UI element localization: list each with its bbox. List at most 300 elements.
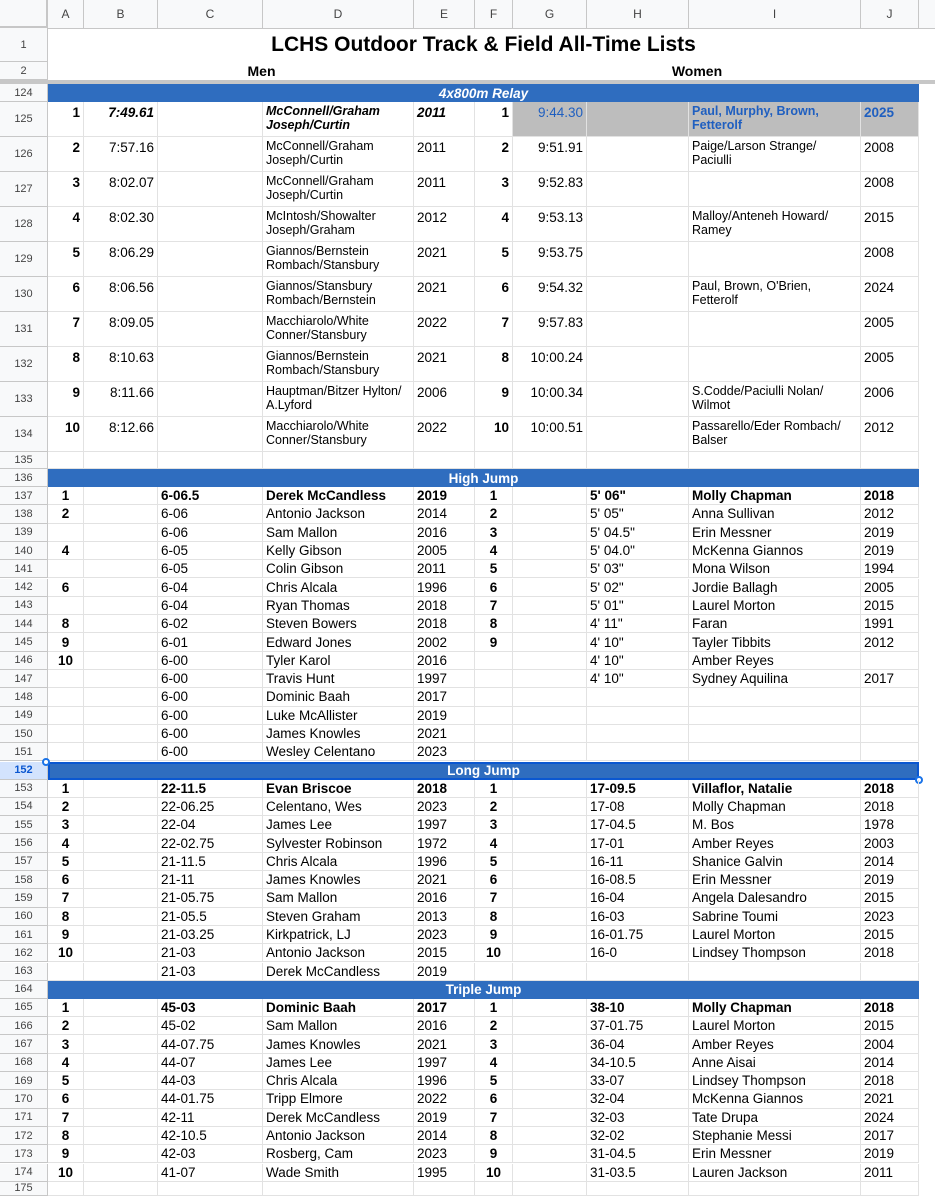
long-jump-women-year[interactable]: 2015 bbox=[861, 889, 919, 907]
long-jump-men-place[interactable]: 7 bbox=[48, 889, 84, 907]
row-header-128[interactable]: 128 bbox=[0, 207, 48, 242]
long-jump-women-mark[interactable] bbox=[587, 963, 689, 981]
long-jump-women-mark[interactable]: 16-01.75 bbox=[587, 926, 689, 944]
row-header-163[interactable]: 163 bbox=[0, 963, 48, 981]
high-jump-men-place[interactable] bbox=[48, 688, 84, 706]
long-jump-men-name[interactable]: James Knowles bbox=[263, 871, 414, 889]
triple-jump-women-mark[interactable]: 36-04 bbox=[587, 1035, 689, 1053]
triple-jump-men-mark[interactable]: 45-03 bbox=[158, 999, 263, 1017]
row-header-129[interactable]: 129 bbox=[0, 242, 48, 277]
men-time[interactable]: 8:10.63 bbox=[84, 347, 158, 382]
blank-cell[interactable] bbox=[475, 452, 513, 469]
row-header-167[interactable]: 167 bbox=[0, 1035, 48, 1053]
triple-jump-women-mark[interactable]: 32-02 bbox=[587, 1127, 689, 1145]
row-header-151[interactable]: 151 bbox=[0, 743, 48, 761]
row-header-156[interactable]: 156 bbox=[0, 834, 48, 852]
men-empty[interactable] bbox=[158, 172, 263, 207]
triple-jump-men-empty[interactable] bbox=[84, 1054, 158, 1072]
men-time[interactable]: 8:02.30 bbox=[84, 207, 158, 242]
women-names[interactable]: Paige/Larson Strange/ Paciulli bbox=[689, 137, 861, 172]
high-jump-men-year[interactable]: 2002 bbox=[414, 633, 475, 651]
women-empty[interactable] bbox=[587, 347, 689, 382]
blank-cell[interactable] bbox=[158, 1182, 263, 1196]
long-jump-women-empty[interactable] bbox=[513, 816, 587, 834]
men-time[interactable]: 8:09.05 bbox=[84, 312, 158, 347]
long-jump-women-place[interactable]: 7 bbox=[475, 889, 513, 907]
long-jump-men-name[interactable]: Sylvester Robinson bbox=[263, 834, 414, 852]
men-empty[interactable] bbox=[158, 312, 263, 347]
long-jump-women-empty[interactable] bbox=[513, 908, 587, 926]
long-jump-men-place[interactable]: 8 bbox=[48, 908, 84, 926]
blank-cell[interactable] bbox=[689, 452, 861, 469]
triple-jump-men-place[interactable]: 6 bbox=[48, 1090, 84, 1108]
triple-jump-men-year[interactable]: 1996 bbox=[414, 1072, 475, 1090]
row-header-171[interactable]: 171 bbox=[0, 1109, 48, 1127]
column-header-b[interactable]: B bbox=[84, 0, 158, 28]
women-time[interactable]: 9:52.83 bbox=[513, 172, 587, 207]
high-jump-men-name[interactable]: Luke McAllister bbox=[263, 707, 414, 725]
triple-jump-women-empty[interactable] bbox=[513, 999, 587, 1017]
triple-jump-men-year[interactable]: 2022 bbox=[414, 1090, 475, 1108]
women-year[interactable]: 2006 bbox=[861, 382, 919, 417]
women-place[interactable]: 5 bbox=[475, 242, 513, 277]
column-header-c[interactable]: C bbox=[158, 0, 263, 28]
high-jump-women-mark[interactable] bbox=[587, 688, 689, 706]
high-jump-women-year[interactable] bbox=[861, 688, 919, 706]
men-empty[interactable] bbox=[158, 347, 263, 382]
high-jump-men-name[interactable]: Sam Mallon bbox=[263, 524, 414, 542]
long-jump-women-place[interactable]: 4 bbox=[475, 834, 513, 852]
long-jump-women-mark[interactable]: 16-11 bbox=[587, 853, 689, 871]
high-jump-women-mark[interactable]: 4' 10" bbox=[587, 633, 689, 651]
long-jump-women-empty[interactable] bbox=[513, 889, 587, 907]
high-jump-men-empty[interactable] bbox=[84, 615, 158, 633]
triple-jump-men-name[interactable]: Tripp Elmore bbox=[263, 1090, 414, 1108]
triple-jump-women-empty[interactable] bbox=[513, 1164, 587, 1182]
triple-jump-women-mark[interactable]: 33-07 bbox=[587, 1072, 689, 1090]
long-jump-women-year[interactable]: 2015 bbox=[861, 926, 919, 944]
long-jump-women-mark[interactable]: 17-08 bbox=[587, 798, 689, 816]
triple-jump-women-name[interactable]: Molly Chapman bbox=[689, 999, 861, 1017]
row-header-175[interactable]: 175 bbox=[0, 1182, 48, 1196]
long-jump-men-mark[interactable]: 21-03.25 bbox=[158, 926, 263, 944]
row-header-1[interactable]: 1 bbox=[0, 28, 48, 62]
men-names[interactable]: Macchiarolo/White Conner/Stansbury bbox=[263, 312, 414, 347]
men-empty[interactable] bbox=[158, 277, 263, 312]
row-header-127[interactable]: 127 bbox=[0, 172, 48, 207]
high-jump-women-place[interactable] bbox=[475, 688, 513, 706]
long-jump-women-empty[interactable] bbox=[513, 944, 587, 962]
row-header-173[interactable]: 173 bbox=[0, 1145, 48, 1163]
high-jump-men-year[interactable]: 2017 bbox=[414, 688, 475, 706]
column-header-a[interactable]: A bbox=[48, 0, 84, 28]
triple-jump-men-mark[interactable]: 44-07 bbox=[158, 1054, 263, 1072]
women-empty[interactable] bbox=[587, 382, 689, 417]
men-empty[interactable] bbox=[158, 382, 263, 417]
long-jump-men-empty[interactable] bbox=[84, 853, 158, 871]
women-empty[interactable] bbox=[587, 137, 689, 172]
triple-jump-men-mark[interactable]: 42-10.5 bbox=[158, 1127, 263, 1145]
men-place[interactable]: 2 bbox=[48, 137, 84, 172]
blank-cell[interactable] bbox=[861, 1182, 919, 1196]
triple-jump-men-year[interactable]: 1995 bbox=[414, 1164, 475, 1182]
long-jump-women-year[interactable]: 2018 bbox=[861, 944, 919, 962]
high-jump-women-mark[interactable]: 4' 11" bbox=[587, 615, 689, 633]
long-jump-women-mark[interactable]: 16-08.5 bbox=[587, 871, 689, 889]
women-year[interactable]: 2005 bbox=[861, 347, 919, 382]
high-jump-women-place[interactable]: 4 bbox=[475, 542, 513, 560]
women-time[interactable]: 9:53.13 bbox=[513, 207, 587, 242]
triple-jump-women-mark[interactable]: 34-10.5 bbox=[587, 1054, 689, 1072]
triple-jump-men-name[interactable]: James Knowles bbox=[263, 1035, 414, 1053]
high-jump-men-empty[interactable] bbox=[84, 542, 158, 560]
long-jump-men-mark[interactable]: 21-11 bbox=[158, 871, 263, 889]
men-names[interactable]: Hauptman/Bitzer Hylton/ A.Lyford bbox=[263, 382, 414, 417]
high-jump-men-place[interactable] bbox=[48, 707, 84, 725]
row-header-161[interactable]: 161 bbox=[0, 926, 48, 944]
men-year[interactable]: 2011 bbox=[414, 137, 475, 172]
high-jump-men-name[interactable]: Derek McCandless bbox=[263, 487, 414, 505]
women-place[interactable]: 2 bbox=[475, 137, 513, 172]
high-jump-women-place[interactable] bbox=[475, 743, 513, 761]
triple-jump-women-year[interactable]: 2015 bbox=[861, 1017, 919, 1035]
high-jump-men-year[interactable]: 2014 bbox=[414, 505, 475, 523]
long-jump-women-mark[interactable]: 16-03 bbox=[587, 908, 689, 926]
triple-jump-women-name[interactable]: Amber Reyes bbox=[689, 1035, 861, 1053]
men-time[interactable]: 8:02.07 bbox=[84, 172, 158, 207]
row-header-125[interactable]: 125 bbox=[0, 102, 48, 137]
high-jump-women-mark[interactable] bbox=[587, 707, 689, 725]
long-jump-men-mark[interactable]: 21-05.75 bbox=[158, 889, 263, 907]
long-jump-men-empty[interactable] bbox=[84, 908, 158, 926]
row-header-136[interactable]: 136 bbox=[0, 469, 48, 487]
triple-jump-men-mark[interactable]: 42-03 bbox=[158, 1145, 263, 1163]
high-jump-men-place[interactable] bbox=[48, 725, 84, 743]
row-header-149[interactable]: 149 bbox=[0, 707, 48, 725]
row-header-138[interactable]: 138 bbox=[0, 505, 48, 523]
men-names[interactable]: McIntosh/Showalter Joseph/Graham bbox=[263, 207, 414, 242]
column-header-d[interactable]: D bbox=[263, 0, 414, 28]
men-time[interactable]: 8:11.66 bbox=[84, 382, 158, 417]
high-jump-women-empty[interactable] bbox=[513, 597, 587, 615]
men-empty[interactable] bbox=[158, 417, 263, 452]
long-jump-men-mark[interactable]: 21-11.5 bbox=[158, 853, 263, 871]
blank-cell[interactable] bbox=[84, 452, 158, 469]
high-jump-men-mark[interactable]: 6-02 bbox=[158, 615, 263, 633]
long-jump-women-empty[interactable] bbox=[513, 853, 587, 871]
triple-jump-men-empty[interactable] bbox=[84, 1164, 158, 1182]
men-year[interactable]: 2022 bbox=[414, 417, 475, 452]
women-place[interactable]: 9 bbox=[475, 382, 513, 417]
high-jump-women-name[interactable]: Laurel Morton bbox=[689, 597, 861, 615]
high-jump-women-name[interactable]: Sydney Aquilina bbox=[689, 670, 861, 688]
row-header-166[interactable]: 166 bbox=[0, 1017, 48, 1035]
high-jump-women-year[interactable]: 2005 bbox=[861, 579, 919, 597]
high-jump-men-mark[interactable]: 6-00 bbox=[158, 652, 263, 670]
high-jump-women-name[interactable]: Erin Messner bbox=[689, 524, 861, 542]
high-jump-women-year[interactable]: 2019 bbox=[861, 542, 919, 560]
women-names[interactable]: Passarello/Eder Rombach/ Balser bbox=[689, 417, 861, 452]
long-jump-women-place[interactable]: 3 bbox=[475, 816, 513, 834]
triple-jump-men-place[interactable]: 7 bbox=[48, 1109, 84, 1127]
long-jump-men-year[interactable]: 2018 bbox=[414, 780, 475, 798]
men-place[interactable]: 9 bbox=[48, 382, 84, 417]
high-jump-men-empty[interactable] bbox=[84, 505, 158, 523]
row-header-169[interactable]: 169 bbox=[0, 1072, 48, 1090]
high-jump-women-place[interactable] bbox=[475, 652, 513, 670]
row-header-152[interactable]: 152 bbox=[0, 762, 48, 780]
high-jump-men-place[interactable]: 9 bbox=[48, 633, 84, 651]
triple-jump-women-place[interactable]: 2 bbox=[475, 1017, 513, 1035]
long-jump-women-name[interactable]: Lindsey Thompson bbox=[689, 944, 861, 962]
row-header-159[interactable]: 159 bbox=[0, 889, 48, 907]
triple-jump-women-name[interactable]: Erin Messner bbox=[689, 1145, 861, 1163]
men-names[interactable]: Giannos/Bernstein Rombach/Stansbury bbox=[263, 242, 414, 277]
women-names[interactable]: Malloy/Anteneh Howard/ Ramey bbox=[689, 207, 861, 242]
high-jump-women-empty[interactable] bbox=[513, 670, 587, 688]
high-jump-women-empty[interactable] bbox=[513, 743, 587, 761]
long-jump-women-empty[interactable] bbox=[513, 871, 587, 889]
triple-jump-men-name[interactable]: Chris Alcala bbox=[263, 1072, 414, 1090]
men-place[interactable]: 7 bbox=[48, 312, 84, 347]
long-jump-women-year[interactable]: 2018 bbox=[861, 798, 919, 816]
triple-jump-men-empty[interactable] bbox=[84, 1072, 158, 1090]
women-names[interactable]: S.Codde/Paciulli Nolan/ Wilmot bbox=[689, 382, 861, 417]
long-jump-men-name[interactable]: Chris Alcala bbox=[263, 853, 414, 871]
long-jump-men-place[interactable]: 5 bbox=[48, 853, 84, 871]
high-jump-men-year[interactable]: 1996 bbox=[414, 579, 475, 597]
men-year[interactable]: 2022 bbox=[414, 312, 475, 347]
triple-jump-men-empty[interactable] bbox=[84, 1127, 158, 1145]
triple-jump-women-place[interactable]: 4 bbox=[475, 1054, 513, 1072]
triple-jump-women-name[interactable]: Stephanie Messi bbox=[689, 1127, 861, 1145]
triple-jump-men-empty[interactable] bbox=[84, 1109, 158, 1127]
high-jump-men-year[interactable]: 2019 bbox=[414, 487, 475, 505]
high-jump-women-name[interactable]: Anna Sullivan bbox=[689, 505, 861, 523]
high-jump-men-mark[interactable]: 6-00 bbox=[158, 743, 263, 761]
high-jump-men-year[interactable]: 2018 bbox=[414, 615, 475, 633]
row-header-155[interactable]: 155 bbox=[0, 816, 48, 834]
row-header-148[interactable]: 148 bbox=[0, 688, 48, 706]
high-jump-men-year[interactable]: 2018 bbox=[414, 597, 475, 615]
men-names[interactable]: McConnell/Graham Joseph/Curtin bbox=[263, 137, 414, 172]
long-jump-women-year[interactable]: 2018 bbox=[861, 780, 919, 798]
triple-jump-men-place[interactable]: 3 bbox=[48, 1035, 84, 1053]
high-jump-men-empty[interactable] bbox=[84, 707, 158, 725]
long-jump-men-year[interactable]: 2023 bbox=[414, 798, 475, 816]
long-jump-men-mark[interactable]: 21-03 bbox=[158, 963, 263, 981]
women-empty[interactable] bbox=[587, 312, 689, 347]
long-jump-men-mark[interactable]: 22-04 bbox=[158, 816, 263, 834]
long-jump-women-year[interactable]: 2023 bbox=[861, 908, 919, 926]
row-header-170[interactable]: 170 bbox=[0, 1090, 48, 1108]
high-jump-men-year[interactable]: 2021 bbox=[414, 725, 475, 743]
row-header-130[interactable]: 130 bbox=[0, 277, 48, 312]
long-jump-women-name[interactable]: Angela Dalesandro bbox=[689, 889, 861, 907]
high-jump-women-name[interactable]: Mona Wilson bbox=[689, 560, 861, 578]
triple-jump-men-place[interactable]: 1 bbox=[48, 999, 84, 1017]
long-jump-women-year[interactable]: 2014 bbox=[861, 853, 919, 871]
long-jump-women-empty[interactable] bbox=[513, 798, 587, 816]
long-jump-women-mark[interactable]: 17-01 bbox=[587, 834, 689, 852]
row-header-172[interactable]: 172 bbox=[0, 1127, 48, 1145]
high-jump-men-name[interactable]: Steven Bowers bbox=[263, 615, 414, 633]
women-place[interactable]: 6 bbox=[475, 277, 513, 312]
high-jump-men-place[interactable]: 1 bbox=[48, 487, 84, 505]
men-names[interactable]: Macchiarolo/White Conner/Stansbury bbox=[263, 417, 414, 452]
men-year[interactable]: 2011 bbox=[414, 172, 475, 207]
women-time[interactable]: 10:00.34 bbox=[513, 382, 587, 417]
long-jump-men-mark[interactable]: 21-05.5 bbox=[158, 908, 263, 926]
triple-jump-women-year[interactable]: 2004 bbox=[861, 1035, 919, 1053]
column-header-f[interactable]: F bbox=[475, 0, 513, 28]
women-place[interactable]: 4 bbox=[475, 207, 513, 242]
high-jump-men-place[interactable]: 4 bbox=[48, 542, 84, 560]
high-jump-men-empty[interactable] bbox=[84, 633, 158, 651]
triple-jump-women-mark[interactable]: 31-04.5 bbox=[587, 1145, 689, 1163]
triple-jump-women-mark[interactable]: 38-10 bbox=[587, 999, 689, 1017]
high-jump-women-mark[interactable]: 5' 05" bbox=[587, 505, 689, 523]
long-jump-men-year[interactable]: 2019 bbox=[414, 963, 475, 981]
high-jump-women-place[interactable]: 2 bbox=[475, 505, 513, 523]
row-header-145[interactable]: 145 bbox=[0, 633, 48, 651]
triple-jump-men-name[interactable]: Rosberg, Cam bbox=[263, 1145, 414, 1163]
triple-jump-men-year[interactable]: 2017 bbox=[414, 999, 475, 1017]
row-header-146[interactable]: 146 bbox=[0, 652, 48, 670]
high-jump-men-name[interactable]: Wesley Celentano bbox=[263, 743, 414, 761]
long-jump-men-name[interactable]: Derek McCandless bbox=[263, 963, 414, 981]
long-jump-women-empty[interactable] bbox=[513, 780, 587, 798]
high-jump-women-mark[interactable]: 4' 10" bbox=[587, 652, 689, 670]
triple-jump-women-place[interactable]: 5 bbox=[475, 1072, 513, 1090]
high-jump-men-place[interactable]: 6 bbox=[48, 579, 84, 597]
triple-jump-women-name[interactable]: Laurel Morton bbox=[689, 1017, 861, 1035]
blank-cell[interactable] bbox=[158, 452, 263, 469]
high-jump-men-place[interactable]: 8 bbox=[48, 615, 84, 633]
row-header-140[interactable]: 140 bbox=[0, 542, 48, 560]
high-jump-women-empty[interactable] bbox=[513, 652, 587, 670]
long-jump-men-name[interactable]: James Lee bbox=[263, 816, 414, 834]
high-jump-women-empty[interactable] bbox=[513, 542, 587, 560]
blank-cell[interactable] bbox=[861, 452, 919, 469]
long-jump-men-place[interactable]: 4 bbox=[48, 834, 84, 852]
high-jump-men-year[interactable]: 2011 bbox=[414, 560, 475, 578]
long-jump-women-name[interactable]: Amber Reyes bbox=[689, 834, 861, 852]
triple-jump-men-name[interactable]: James Lee bbox=[263, 1054, 414, 1072]
triple-jump-women-place[interactable]: 3 bbox=[475, 1035, 513, 1053]
long-jump-men-name[interactable]: Evan Briscoe bbox=[263, 780, 414, 798]
long-jump-men-place[interactable]: 6 bbox=[48, 871, 84, 889]
men-names[interactable]: Giannos/Stansbury Rombach/Bernstein bbox=[263, 277, 414, 312]
blank-cell[interactable] bbox=[513, 452, 587, 469]
men-time[interactable]: 8:06.56 bbox=[84, 277, 158, 312]
high-jump-women-place[interactable]: 9 bbox=[475, 633, 513, 651]
blank-cell[interactable] bbox=[587, 1182, 689, 1196]
triple-jump-women-year[interactable]: 2024 bbox=[861, 1109, 919, 1127]
men-place[interactable]: 10 bbox=[48, 417, 84, 452]
column-header-g[interactable]: G bbox=[513, 0, 587, 28]
long-jump-men-place[interactable] bbox=[48, 963, 84, 981]
high-jump-men-year[interactable]: 2016 bbox=[414, 524, 475, 542]
men-year[interactable]: 2006 bbox=[414, 382, 475, 417]
women-year[interactable]: 2015 bbox=[861, 207, 919, 242]
triple-jump-women-empty[interactable] bbox=[513, 1035, 587, 1053]
long-jump-women-year[interactable]: 2019 bbox=[861, 871, 919, 889]
blank-cell[interactable] bbox=[48, 1182, 84, 1196]
triple-jump-women-year[interactable]: 2018 bbox=[861, 999, 919, 1017]
long-jump-men-name[interactable]: Kirkpatrick, LJ bbox=[263, 926, 414, 944]
long-jump-men-place[interactable]: 3 bbox=[48, 816, 84, 834]
high-jump-women-mark[interactable]: 5' 06" bbox=[587, 487, 689, 505]
high-jump-men-mark[interactable]: 6-05 bbox=[158, 560, 263, 578]
men-time[interactable]: 8:12.66 bbox=[84, 417, 158, 452]
triple-jump-men-mark[interactable]: 44-03 bbox=[158, 1072, 263, 1090]
long-jump-women-name[interactable]: M. Bos bbox=[689, 816, 861, 834]
long-jump-women-place[interactable]: 10 bbox=[475, 944, 513, 962]
triple-jump-women-mark[interactable]: 32-04 bbox=[587, 1090, 689, 1108]
row-header-135[interactable]: 135 bbox=[0, 452, 48, 469]
high-jump-men-mark[interactable]: 6-00 bbox=[158, 707, 263, 725]
men-year[interactable]: 2021 bbox=[414, 277, 475, 312]
women-empty[interactable] bbox=[587, 207, 689, 242]
triple-jump-men-name[interactable]: Sam Mallon bbox=[263, 1017, 414, 1035]
high-jump-men-mark[interactable]: 6-01 bbox=[158, 633, 263, 651]
long-jump-men-year[interactable]: 2023 bbox=[414, 926, 475, 944]
triple-jump-men-place[interactable]: 2 bbox=[48, 1017, 84, 1035]
high-jump-women-empty[interactable] bbox=[513, 725, 587, 743]
row-header-134[interactable]: 134 bbox=[0, 417, 48, 452]
high-jump-men-mark[interactable]: 6-04 bbox=[158, 579, 263, 597]
high-jump-women-year[interactable] bbox=[861, 707, 919, 725]
men-year[interactable]: 2021 bbox=[414, 242, 475, 277]
women-place[interactable]: 7 bbox=[475, 312, 513, 347]
long-jump-women-year[interactable]: 2003 bbox=[861, 834, 919, 852]
men-empty[interactable] bbox=[158, 207, 263, 242]
long-jump-men-mark[interactable]: 21-03 bbox=[158, 944, 263, 962]
row-header-133[interactable]: 133 bbox=[0, 382, 48, 417]
high-jump-women-year[interactable] bbox=[861, 652, 919, 670]
triple-jump-women-empty[interactable] bbox=[513, 1054, 587, 1072]
long-jump-women-year[interactable] bbox=[861, 963, 919, 981]
high-jump-men-place[interactable] bbox=[48, 743, 84, 761]
triple-jump-men-empty[interactable] bbox=[84, 1035, 158, 1053]
high-jump-men-year[interactable]: 2023 bbox=[414, 743, 475, 761]
row-header-139[interactable]: 139 bbox=[0, 524, 48, 542]
blank-cell[interactable] bbox=[84, 1182, 158, 1196]
high-jump-women-place[interactable]: 5 bbox=[475, 560, 513, 578]
men-place[interactable]: 1 bbox=[48, 102, 84, 137]
men-place[interactable]: 5 bbox=[48, 242, 84, 277]
blank-cell[interactable] bbox=[513, 1182, 587, 1196]
long-jump-men-name[interactable]: Sam Mallon bbox=[263, 889, 414, 907]
triple-jump-women-year[interactable]: 2014 bbox=[861, 1054, 919, 1072]
women-year[interactable]: 2025 bbox=[861, 102, 919, 137]
row-header-142[interactable]: 142 bbox=[0, 579, 48, 597]
women-year[interactable]: 2012 bbox=[861, 417, 919, 452]
high-jump-men-name[interactable]: Edward Jones bbox=[263, 633, 414, 651]
high-jump-women-place[interactable] bbox=[475, 707, 513, 725]
select-all-corner[interactable] bbox=[0, 0, 48, 28]
long-jump-women-name[interactable]: Erin Messner bbox=[689, 871, 861, 889]
triple-jump-women-name[interactable]: Tate Drupa bbox=[689, 1109, 861, 1127]
long-jump-women-empty[interactable] bbox=[513, 834, 587, 852]
high-jump-women-name[interactable] bbox=[689, 707, 861, 725]
long-jump-women-empty[interactable] bbox=[513, 926, 587, 944]
women-year[interactable]: 2024 bbox=[861, 277, 919, 312]
women-year[interactable]: 2008 bbox=[861, 137, 919, 172]
long-jump-men-mark[interactable]: 22-11.5 bbox=[158, 780, 263, 798]
blank-cell[interactable] bbox=[414, 1182, 475, 1196]
